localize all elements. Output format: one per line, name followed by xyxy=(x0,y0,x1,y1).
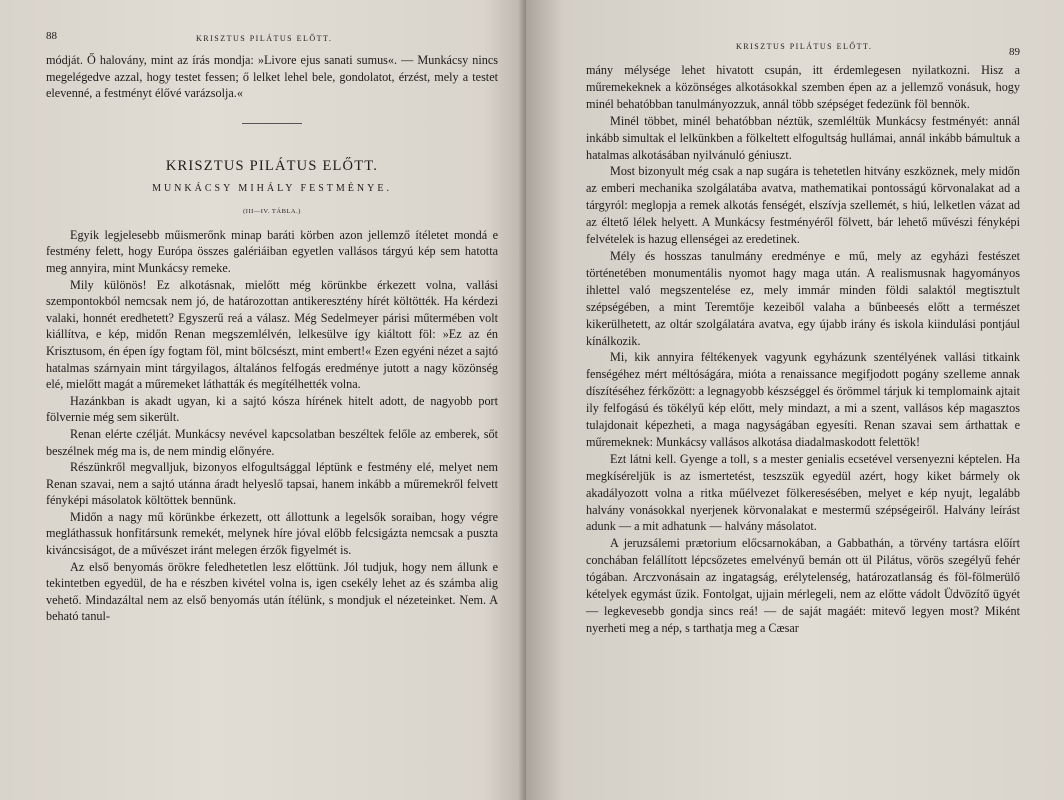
left-paragraph: Renan elérte czélját. Munkácsy nevével kapcsolatban beszéltek felőle az emberek, sőt beszélnek még ma is, de nem mindig előnyére. xyxy=(46,426,498,458)
right-paragraph: Ezt látni kell. Gyenge a toll, s a mester genialis ecsetével versenyezni képtelen. Ha megkíséreljük is az ismertetést, teszszük egyedül azért, hogy kiket bármely ok akadályozott volna a ritka műélvezet fölkeresésében, melyet e kép nyujt, legalább halvány vonásokkal nyerjenek körvonalakat e mestermű szépségeiről. Halvány leírást adunk — a mit adhatunk — halvány másolatot. xyxy=(586,451,1020,534)
right-paragraph: Mi, kik annyira féltékenyek vagyunk egyházunk szentélyének vallási titkaink fenségéhez mért méltóságára, mióta a renaissance megifjodott pogány szelleme annak díszítéséhez férkőzött: a legnagyobb készséggel és örömmel tárjuk ki templomaink ajtait ily felfogású és tökélyű kép előtt, mely mindazt, a mi a szent, vallásos kép magasztos tulajdonait képezheti, a maga nagyságában egyesíti. Renan szavai sem árthattak e műremeknek: Munkácsy vallásos alkotása diadalmaskodott felettök! xyxy=(586,350,1020,449)
left-paragraph: Hazánkban is akadt ugyan, ki a sajtó kósza hírének hitelt adott, de nagyobb port fölvernie még sem sikerült. xyxy=(46,393,498,425)
section-divider xyxy=(242,123,302,124)
article-title: KRISZTUS PILÁTUS ELŐTT. xyxy=(165,157,379,174)
right-paragraph: mány mélysége lehet hivatott csupán, itt érdemlegesen nyilatkozni. Hisz a műremekeknek a közönséges alkotásokkal szemben épen az a jellemző vonásuk, hogy minél behatóbban tanulmányozzuk, annál több szépséget fedezünk föl bennök. xyxy=(586,63,1020,111)
left-paragraph: Részünkről megvalljuk, bizonyos elfogultsággal léptünk e festmény elé, melyet nem Renan szavai, nem a sajtó utánna áradt helyeslő tapsai, hanem inkább a műremekről felvett fényképi másolatok költöttek bennünk. xyxy=(46,460,498,508)
left-page-header xyxy=(46,30,498,52)
right-page xyxy=(526,0,1064,800)
left-paragraph: Egyik legjelesebb műismerőnk minap baráti körben azon jellemző ítéletet mondá e festmény felett, hogy Európa összes galériáiban egyetlen vallásos tárgyú kép sem hatotta meg annyira, mint Munkácsy remeke. xyxy=(46,227,498,275)
right-paragraph: A jeruzsálemi prætorium előcsarnokában, a Gabbathán, a törvény tartásra előírt conchában felállított lépcsőzetes emelvényű bemán ott ül Pilátus, vörös szegélyű fehér tógában. Arczvonásain az ingatagság, erélytelenség, határozatlanság és föl-fölmerülő kételyek egymást űzik. Fontolgat, ujjain mérlegeli, nem az előtte vádolt Üdvözítő ügyét — legkevesebb gondja sincs reá! — de saját magáét: mitevő legyen most? Miként nyerheti meg a nép, s tarthatja meg a Cæsar xyxy=(586,536,1020,635)
left-paragraph: Midőn a nagy mű körünkbe érkezett, ott állottunk a legelsők soraiban, hogy végre megláthassuk honfitársunk remekét, melynek híre jóval előbb felcsigázta nemcsak a puszta kiváncsiságot, de a művészet iránt melegen érzők figyelmét is. xyxy=(46,509,498,558)
right-paragraph: Mély és hosszas tanulmány eredménye e mű, mely az egyházi festészet történetében monumentális nyomot hagy maga után. A realismusnak hagyományos ihlettel való megszentelése ez, mely immár minden földi salaktól megtisztult szépségében, a mint Teremtője kezeiből valaha a bűnbeesés előtt a természet kikerülhetett, az oltár szolgálatára avatva, egy újabb irány és iskola kiindulási pontjául kínálkozik. xyxy=(586,248,1020,348)
left-paragraph: Mily különös! Ez alkotásnak, mielőtt még körünkbe érkezett volna, vallási szempontokból nemcsak nem jó, de határozottan antikeresztény hírét költötték. Ha kérdezi valaki, honnét eredhetett? Egyszerű reá a válasz. Még Sedelmeyer párisi műtermében volt kiállítva, e kép, midőn Renan megszemlélvén, lelkesülve így kiáltott föl: »Ez az én Krisztusom, én épen így fogtam föl, mint bölcsészt, mint embert!« Ezen egyéni nézet a sajtó hatalmas szárnyain mint tárgyilagos, általános felfogás eredménye jutott a nagy közönség elé, mielőtt magát a műremeket láthatták és megítélhették volna. xyxy=(46,277,498,392)
left-intro-paragraph: módját. Ő halovány, mint az írás mondja: »Livore ejus sanati sumus«. — Munkácsy nincs megelégedve azzal, hogy testet fessen; ő lelket lehel bele, gondolatot, érzést, mely a testet elevenné, a festményt élővé varázsolja.« xyxy=(46,53,498,101)
left-running-head: KRISZTUS PILÁTUS ELŐTT. xyxy=(196,34,333,43)
right-paragraph: Most bizonyult még csak a nap sugára is tehetetlen hitvány eszköznek, mely midőn az emberi mechanika szolgálatába avatva, mathematikai pontosságú körvonalakat ad a tárgyról: meglopja a remek alkotás fenségét, elszívja szellemét, s hiú, lelketlen vázat ad az éltető lélek helyett. A Munkácsy festményéről fölvett, bár lehető művészi fényképi felvételek is hazug ellenségei az eredetinek. xyxy=(586,164,1020,247)
right-running-head: KRISZTUS PILÁTUS ELŐTT. xyxy=(736,42,873,51)
right-paragraph: Minél többet, minél behatóbban néztük, szemléltük Munkácsy festményét: annál inkább simultak el lelkünkben a fölkeltett elfogultság hullámai, annál inkább bámultuk a hatalmas alkotásában nyilvánuló géniuszt. xyxy=(586,113,1020,162)
left-paragraph: Az első benyomás örökre feledhetetlen lesz előttünk. Jól tudjuk, hogy nem állunk e tekintetben egyedül, de ha e részben kivétel volna is, igen csekély lehet az és számba alig vehető. Mindazáltal nem az első benyomás után ítélünk, s mondjuk el nézeteinket. Nem. A beható tanul- xyxy=(46,559,498,624)
right-page-header xyxy=(586,40,1020,62)
plate-reference: (III—IV. TÁBLA.) xyxy=(243,207,301,215)
right-page-number: 89 xyxy=(1009,46,1020,58)
left-page xyxy=(0,0,526,800)
left-page-number: 88 xyxy=(46,30,57,42)
article-subtitle: MUNKÁCSY MIHÁLY FESTMÉNYE. xyxy=(152,182,392,194)
